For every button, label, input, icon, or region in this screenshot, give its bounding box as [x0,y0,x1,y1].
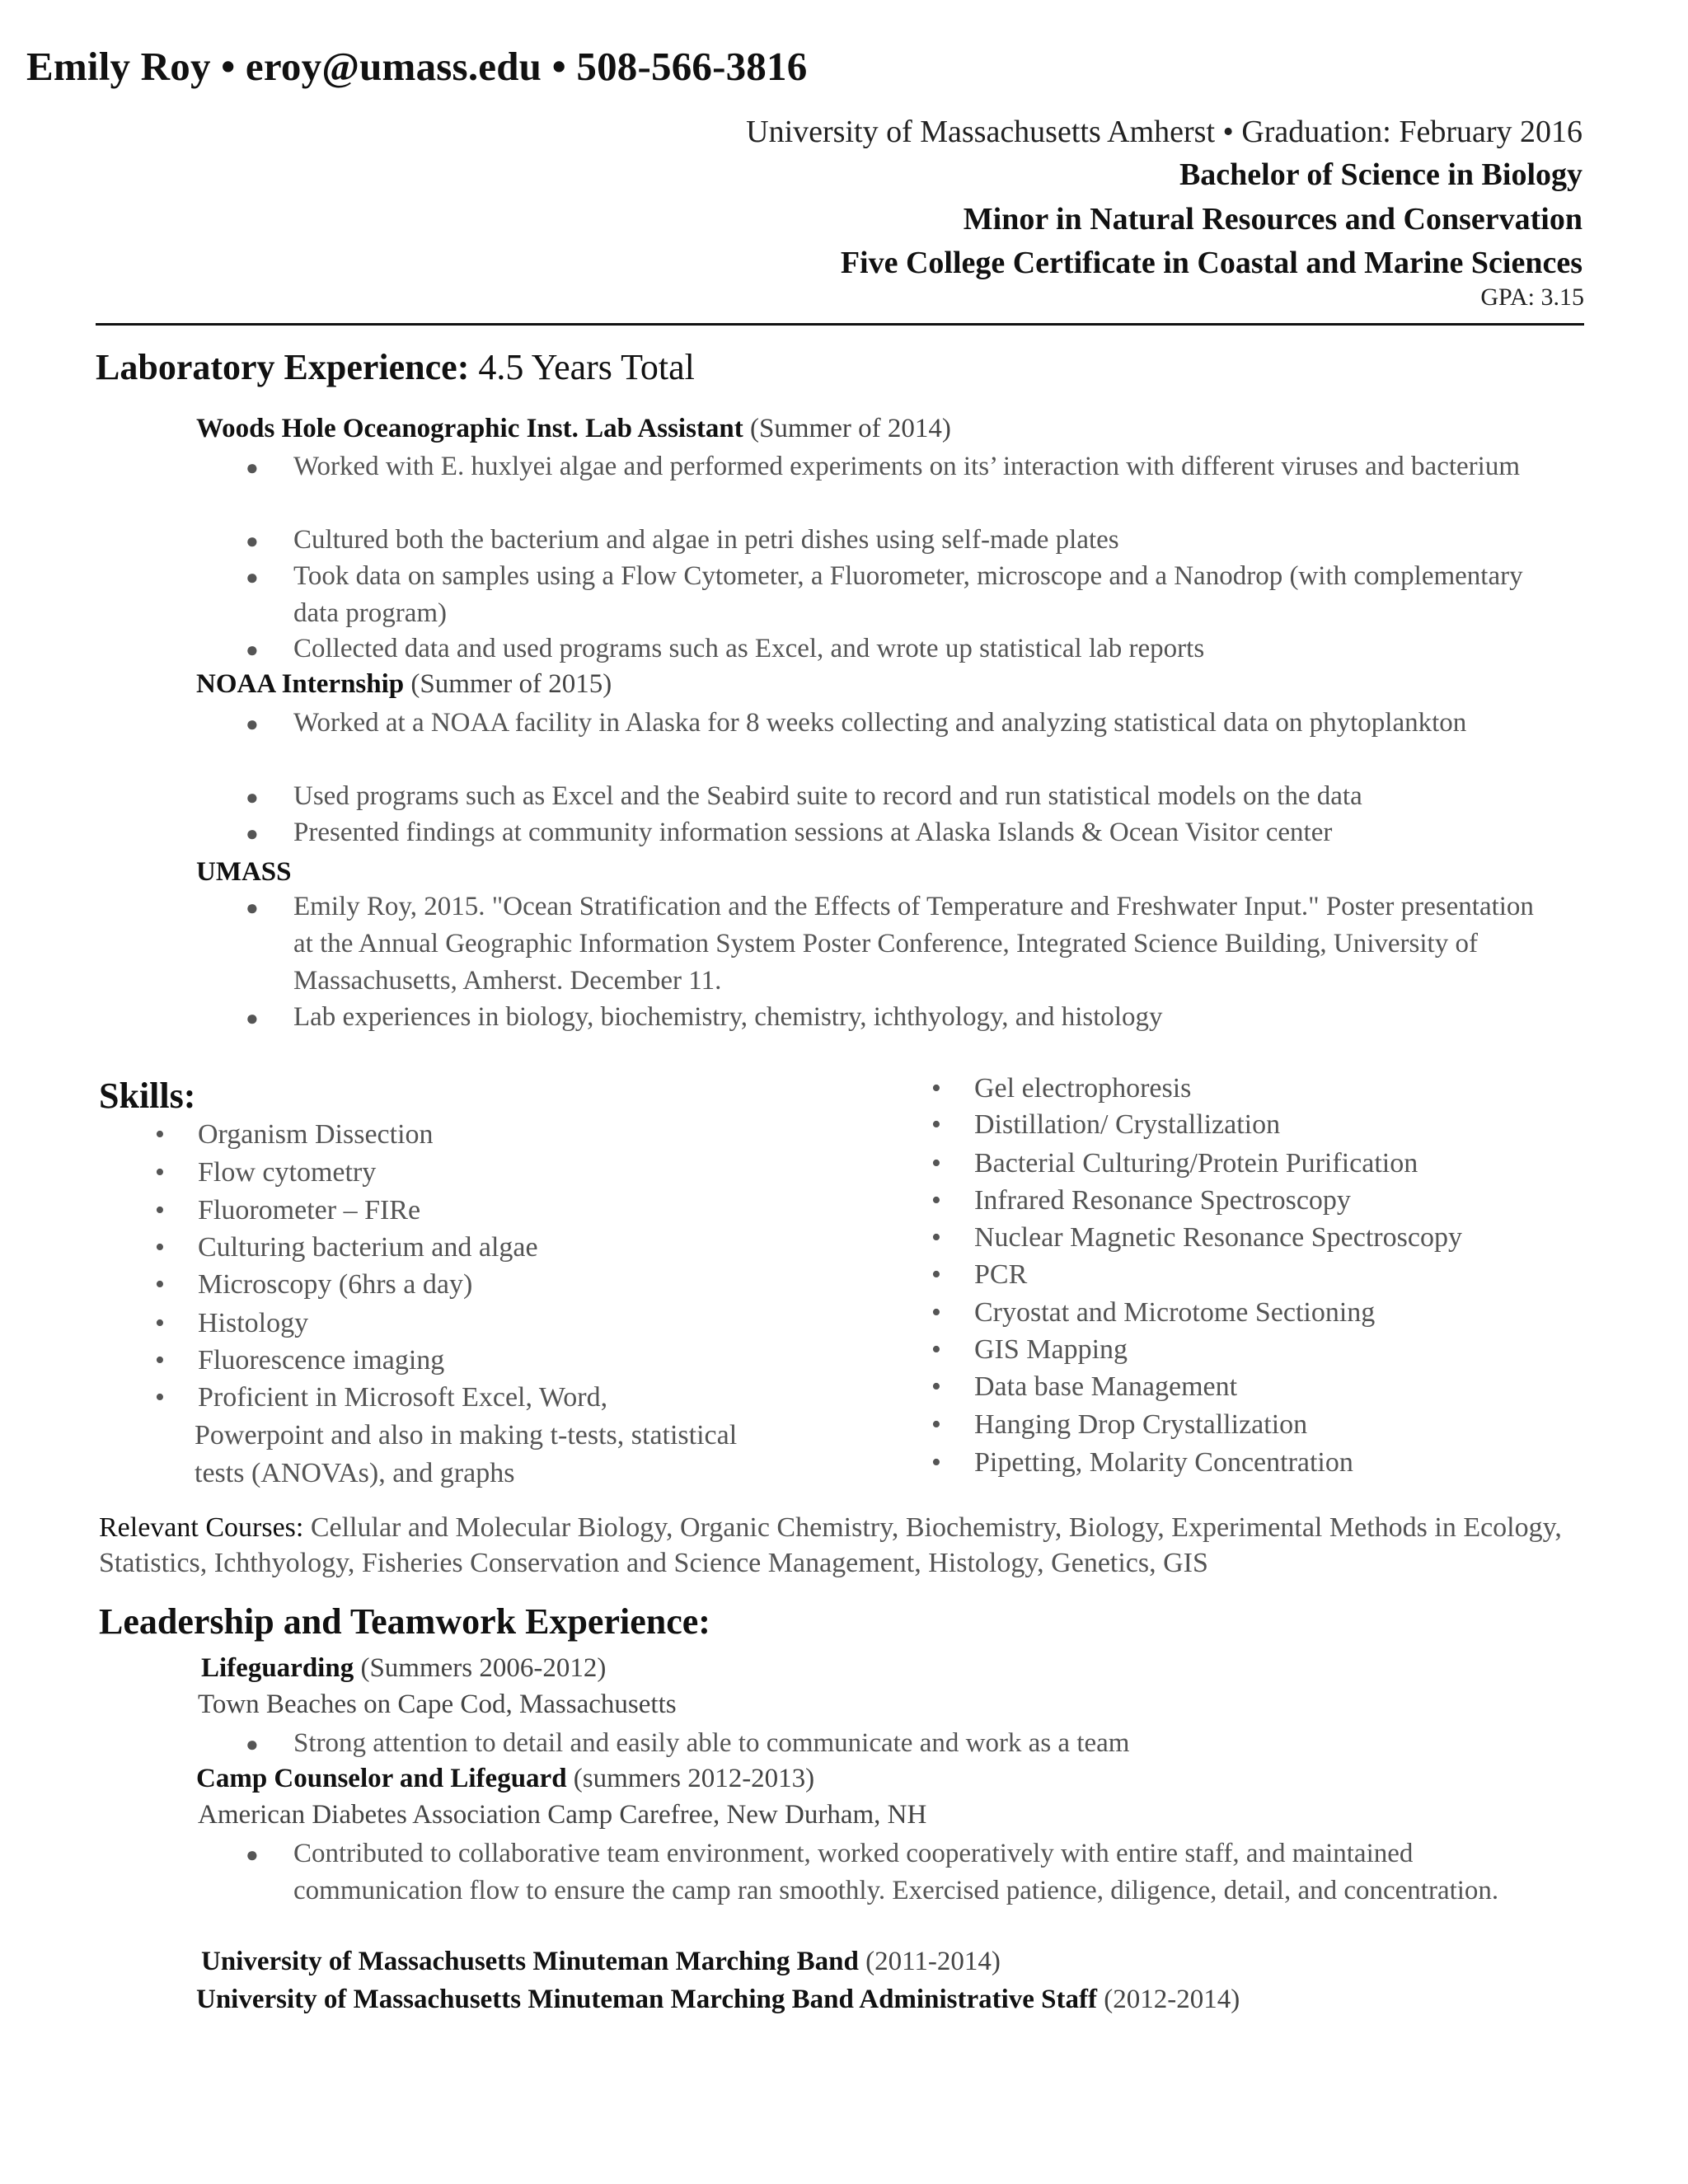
skill-bullet: • [931,1447,941,1478]
skill-item: • Fluorometer – FIRe [155,1195,421,1226]
list-item: Contributed to collaborative team environment, worked cooperatively with entire staff, and maintained communication flow to ensure the camp ran smoothly. Exercised patience, diligence, detail, and concentration. [293,1839,1499,1905]
band-staff-title [196,1985,1240,2015]
degree: Bachelor of Science in Biology [1179,157,1582,192]
skill-bullet: • [155,1157,165,1188]
skill-item: • Fluorescence imaging [155,1345,445,1376]
role-title: University of Massachusetts Minuteman Marching Band Administrative Staff [196,1985,1097,2014]
job-title: Woods Hole Oceanographic Inst. Lab Assistant [196,414,743,443]
job-dates: (Summer of 2014) [743,414,951,443]
bullet-dot: ● [246,1843,259,1867]
job-title: UMASS [196,857,292,887]
role-title: University of Massachusetts Minuteman Marching Band [201,1947,859,1976]
bullet-dot: ● [246,785,259,809]
skill-bullet: • [931,1409,941,1440]
skill-bullet: • [155,1195,165,1226]
skill-item: • Hanging Drop Crystallization [931,1409,1308,1440]
list-item: Lab experiences in biology, biochemistry, chemistry, ichthyology, and histology [293,1002,1163,1032]
skill-item: • Distillation/ Crystallization [931,1109,1281,1140]
minor: Minor in Natural Resources and Conservation [963,202,1582,237]
skill-item: • Organism Dissection [155,1119,434,1150]
university-graduation: University of Massachusetts Amherst • Graduation: February 2016 [746,115,1582,149]
skill-bullet: • [931,1259,941,1290]
skill-item: • Culturing bacterium and algae [155,1232,538,1263]
skill-item: • Pipetting, Molarity Concentration [931,1447,1353,1478]
skill-item: • Cryostat and Microtome Sectioning [931,1297,1376,1328]
name-contact-line: Emily Roy • eroy@umass.edu • 508-566-3816 [26,44,808,89]
skills-heading: Skills: [99,1076,196,1116]
job-title: NOAA Internship [196,669,405,699]
bullet-dot: ● [246,1732,259,1756]
band-title [201,1947,1001,1977]
skill-bullet: • [931,1222,941,1253]
role-dates: (Summers 2006-2012) [354,1653,607,1683]
courses-label: Relevant Courses: [99,1512,304,1543]
lab-heading-label: Laboratory Experience: [96,347,470,387]
skill-item: • Gel electrophoresis [931,1073,1192,1104]
bullet-dot: ● [246,456,259,480]
skill-item: • Flow cytometry [155,1157,377,1188]
skill-item: • Microscopy (6hrs a day) [155,1269,473,1300]
skill-bullet: • [931,1297,941,1328]
bullet-dot: ● [246,822,259,846]
leadership-heading: Leadership and Teamwork Experience: [99,1601,710,1642]
bullet-dot: ● [246,712,259,736]
skill-bullet: • [931,1334,941,1365]
skill-bullet: • [931,1371,941,1402]
skill-item: • Infrared Resonance Spectroscopy [931,1185,1351,1216]
lifeguarding-place: Town Beaches on Cape Cod, Massachusetts [198,1690,677,1719]
skill-bullet: • [155,1269,165,1300]
list-item: Strong attention to detail and easily able to communicate and work as a team [293,1728,1130,1758]
job-title-noaa [196,669,612,700]
skill-item: • Data base Management [931,1371,1238,1402]
list-item: Worked with E. huxlyei algae and performed experiments on its’ interaction with different viruses and bacterium [293,452,1520,481]
list-item: Emily Roy, 2015. "Ocean Stratification and the Effects of Temperature and Freshwater Input." Poster presentation at the Annual Geographic Information System Poster Conference, Integrated Science Building, University of Massachusetts, Amherst. December 11. [293,892,1534,996]
list-item: Presented findings at community information sessions at Alaska Islands & Ocean Visitor center [293,818,1333,847]
bullet-dot: ● [246,896,259,920]
certificate: Five College Certificate in Coastal and Marine Sciences [840,246,1582,280]
lab-heading [96,346,695,388]
skill-continuation: Powerpoint and also in making t-tests, statistical [195,1420,738,1451]
bullet-dot: ● [246,1006,259,1030]
camp-title [196,1764,814,1794]
skill-bullet: • [931,1109,941,1140]
list-item: Collected data and used programs such as Excel, and wrote up statistical lab reports [293,634,1205,663]
role-dates: (summers 2012-2013) [566,1764,815,1793]
bullet-dot: ● [246,638,259,662]
job-dates: (Summer of 2015) [404,669,612,699]
lab-heading-years: 4.5 Years Total [469,347,695,387]
skill-bullet: • [155,1119,165,1150]
gpa: GPA: 3.15 [1480,284,1584,311]
job-title-umass [196,857,292,888]
list-item: Took data on samples using a Flow Cytometer, a Fluorometer, microscope and a Nanodrop (with complementary data program) [293,561,1523,628]
bullet-dot: ● [246,529,259,553]
skill-bullet: • [155,1232,165,1263]
role-title: Lifeguarding [201,1653,354,1683]
job-title-woods-hole [196,414,951,444]
role-dates: (2012-2014) [1096,1985,1240,2014]
camp-place: American Diabetes Association Camp Carefree, New Durham, NH [198,1800,927,1830]
skill-bullet: • [931,1073,941,1104]
skill-item: • GIS Mapping [931,1334,1128,1365]
skill-bullet: • [931,1148,941,1179]
skill-item: • Histology [155,1308,309,1338]
lifeguarding-title [201,1653,606,1684]
relevant-courses [99,1510,1582,1581]
courses-text: Cellular and Molecular Biology, Organic Chemistry, Biochemistry, Biology, Experimental Methods in Ecology, Statistics, Ichthyology, Fisheries Conservation and Science Management, Histology, Genetics, GIS [99,1512,1562,1578]
list-item: Used programs such as Excel and the Seabird suite to record and run statistical models on the data [293,781,1362,811]
role-title: Camp Counselor and Lifeguard [196,1764,567,1793]
skill-bullet: • [931,1185,941,1216]
role-dates: (2011-2014) [858,1947,1001,1976]
skill-bullet: • [155,1308,165,1338]
skill-item: • Bacterial Culturing/Protein Purification [931,1148,1418,1179]
list-item: Cultured both the bacterium and algae in petri dishes using self-made plates [293,525,1119,555]
header-divider [96,323,1584,326]
skill-item: • Nuclear Magnetic Resonance Spectroscopy [931,1222,1462,1253]
skill-item: • PCR [931,1259,1028,1290]
skill-bullet: • [155,1382,165,1413]
skill-continuation: tests (ANOVAs), and graphs [195,1458,515,1488]
skill-item: • Proficient in Microsoft Excel, Word, [155,1382,608,1413]
bullet-dot: ● [246,565,259,589]
skill-bullet: • [155,1345,165,1376]
list-item: Worked at a NOAA facility in Alaska for 8 weeks collecting and analyzing statistical data on phytoplankton [293,708,1467,738]
